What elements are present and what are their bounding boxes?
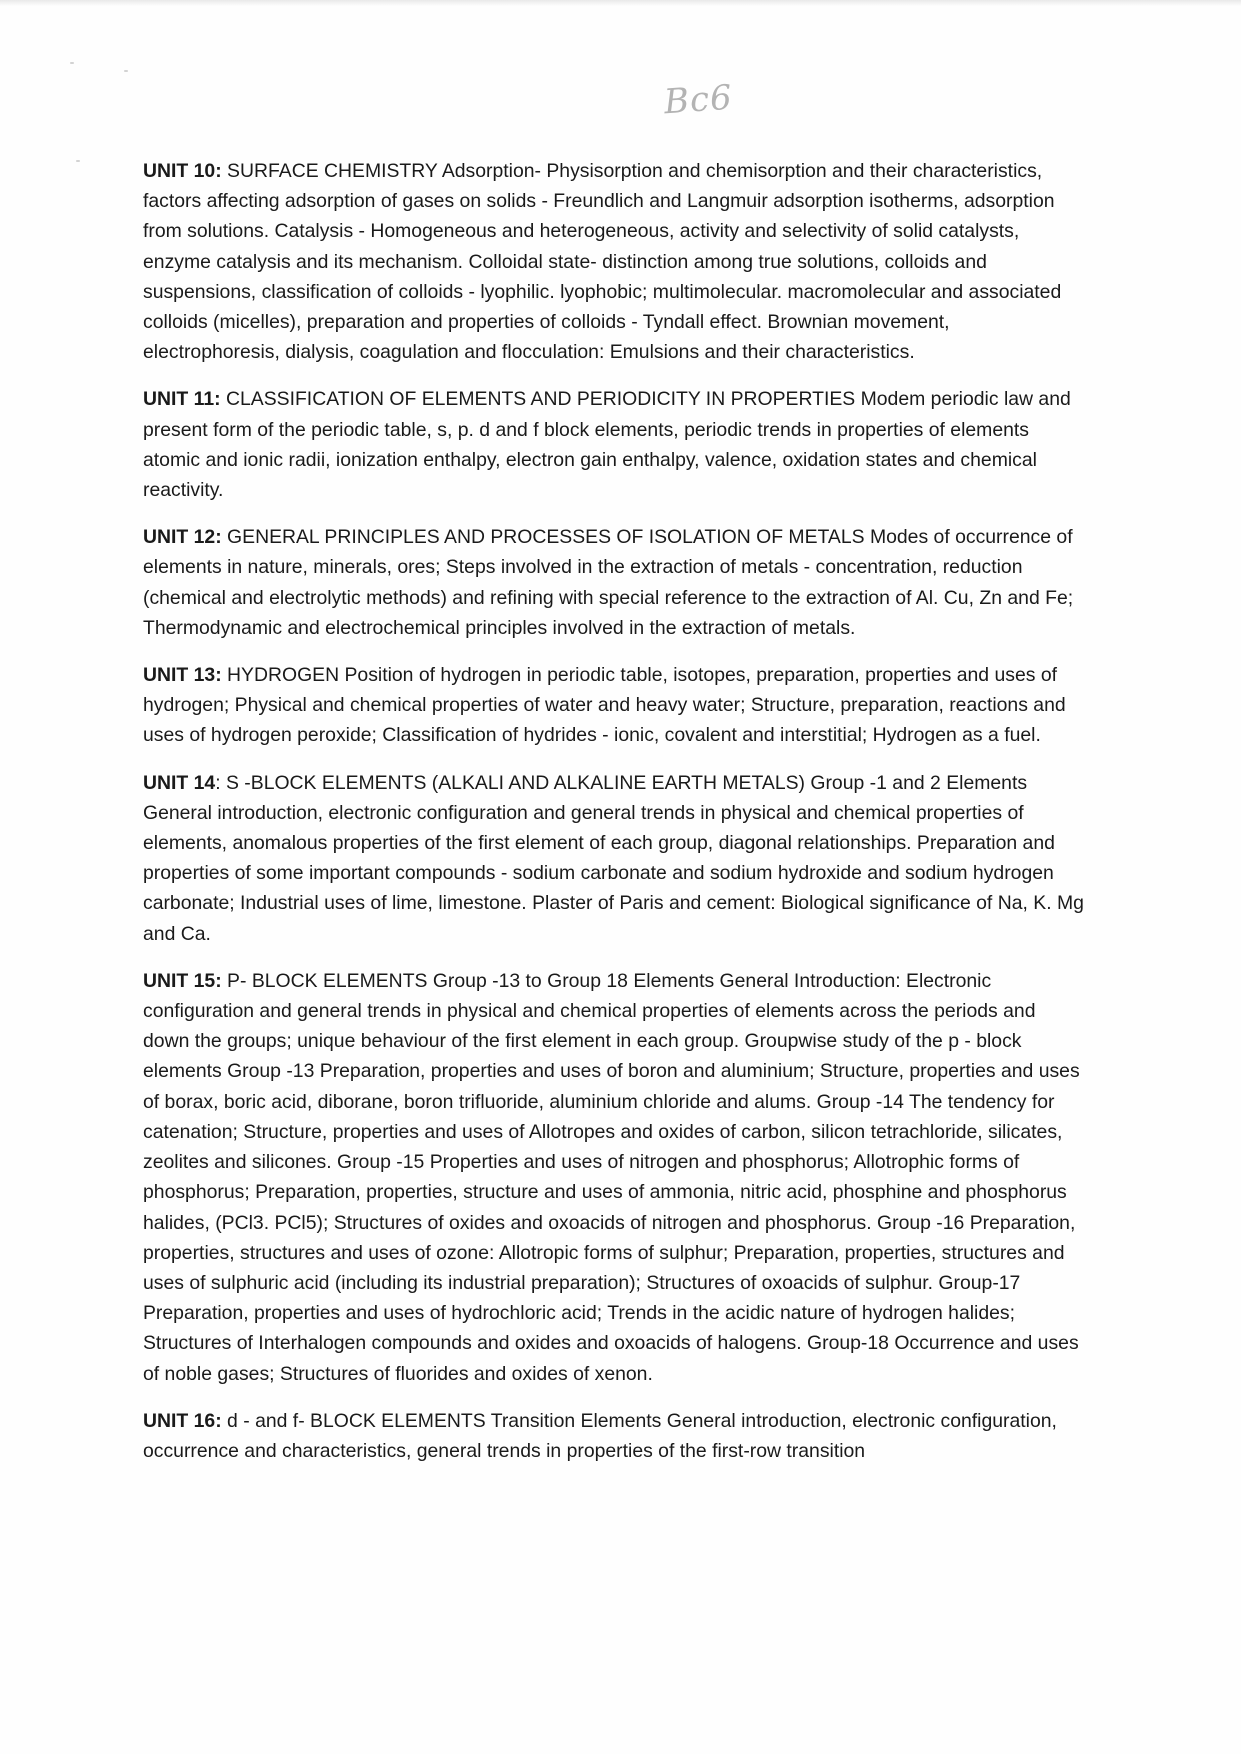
unit-paragraph [143,660,1085,751]
unit-label: UNIT 12: [143,526,222,549]
unit-paragraph [143,1406,1085,1466]
unit-paragraph [143,522,1085,643]
unit-label: UNIT 15: [143,969,222,992]
unit-text: CLASSIFICATION OF ELEMENTS AND PERIODICITY IN PROPERTIES Modem periodic law and present form of the periodic table, s, p. d and f block elements, periodic trends in properties of elements atomic and ionic radii, ionization enthalpy, electron gain enthalpy, valence, oxidation states and chemical reactivity. [143,388,1071,502]
unit-paragraph [143,966,1085,1389]
scan-edge [0,0,1241,6]
handwritten-page-mark: Bc6 [662,77,734,123]
unit-paragraph [143,768,1085,949]
unit-label: UNIT 14 [143,771,216,794]
unit-paragraph [143,384,1085,505]
scan-speck [76,160,80,162]
unit-label: UNIT 10: [143,160,222,182]
scan-speck [70,62,74,64]
unit-label: UNIT 11: [143,388,221,411]
unit-paragraph [143,156,1085,367]
unit-label: UNIT 13: [143,664,222,687]
scan-speck [124,70,128,72]
unit-text: d - and f- BLOCK ELEMENTS Transition Elements General introduction, electronic configuration, occurrence and characteristics, general trends in properties of the first-row transition [143,1409,1057,1462]
unit-text: GENERAL PRINCIPLES AND PROCESSES OF ISOLATION OF METALS Modes of occurrence of elements in nature, minerals, ores; Steps involved in the extraction of metals - concentration, reduction (chemical and electrolytic methods) and refining with special reference to the extraction of Al. Cu, Zn and Fe; Thermodynamic and electrochemical principles involved in the extraction of metals. [143,526,1074,639]
unit-text: HYDROGEN Position of hydrogen in periodic table, isotopes, preparation, properties and uses of hydrogen; Physical and chemical properties of water and heavy water; Structure, preparation, reactions and uses of hydrogen peroxide; Classification of hydrides - ionic, covalent and interstitial; Hydrogen as a fuel. [143,664,1066,747]
syllabus-content [143,156,1085,1483]
unit-label: UNIT 16: [143,1409,222,1432]
unit-text: SURFACE CHEMISTRY Adsorption- Physisorption and chemisorption and their characteristics, factors affecting adsorption of gases on solids - Freundlich and Langmuir adsorption isotherms, adsorption from solutions. Catalysis - Homogeneous and heterogeneous, activity and selectivity of solid catalysts, enzyme catalysis and its mechanism. Colloidal state- distinction among true solutions, colloids and suspensions, classification of colloids - lyophilic. lyophobic; multimolecular. macromolecular and associated colloids (micelles), preparation and properties of colloids - Tyndall effect. Brownian movement, electrophoresis, dialysis, coagulation and flocculation: Emulsions and their characteristics. [143,160,1062,364]
unit-text: : S -BLOCK ELEMENTS (ALKALI AND ALKALINE EARTH METALS) Group -1 and 2 Elements General introduction, electronic configuration and general trends in physical and chemical properties of elements, anomalous properties of the first element of each group, diagonal relationships. Preparation and properties of some important compounds - sodium carbonate and sodium hydroxide and sodium hydrogen carbonate; Industrial uses of lime, limestone. Plaster of Paris and cement: Biological significance of Na, K. Mg and Ca. [143,771,1084,945]
unit-text: P- BLOCK ELEMENTS Group -13 to Group 18 Elements General Introduction: Electronic configuration and general trends in physical and chemical properties of elements across the periods and down the groups; unique behaviour of the first element in each group. Groupwise study of the p - block elements Group -13 Preparation, properties and uses of boron and aluminium; Structure, properties and uses of borax, boric acid, diborane, boron trifluoride, aluminium chloride and alums. Group -14 The tendency for catenation; Structure, properties and uses of Allotropes and oxides of carbon, silicon tetrachloride, silicates, zeolites and silicones. Group -15 Properties and uses of nitrogen and phosphorus; Allotrophic forms of phosphorus; Preparation, properties, structure and uses of ammonia, nitric acid, phosphine and phosphorus halides, (PCl3. PCl5); Structures of oxides and oxoacids of nitrogen and phosphorus. Group -16 Preparation, properties, structures and uses of ozone: Allotropic forms of sulphur; Preparation, properties, structures and uses of sulphuric acid (including its industrial preparation); Structures of oxoacids of sulphur. Group-17 Preparation, properties and uses of hydrochloric acid; Trends in the acidic nature of hydrogen halides; Structures of Interhalogen compounds and oxides and oxoacids of halogens. Group-18 Occurrence and uses of noble gases; Structures of fluorides and oxides of xenon. [143,969,1080,1385]
